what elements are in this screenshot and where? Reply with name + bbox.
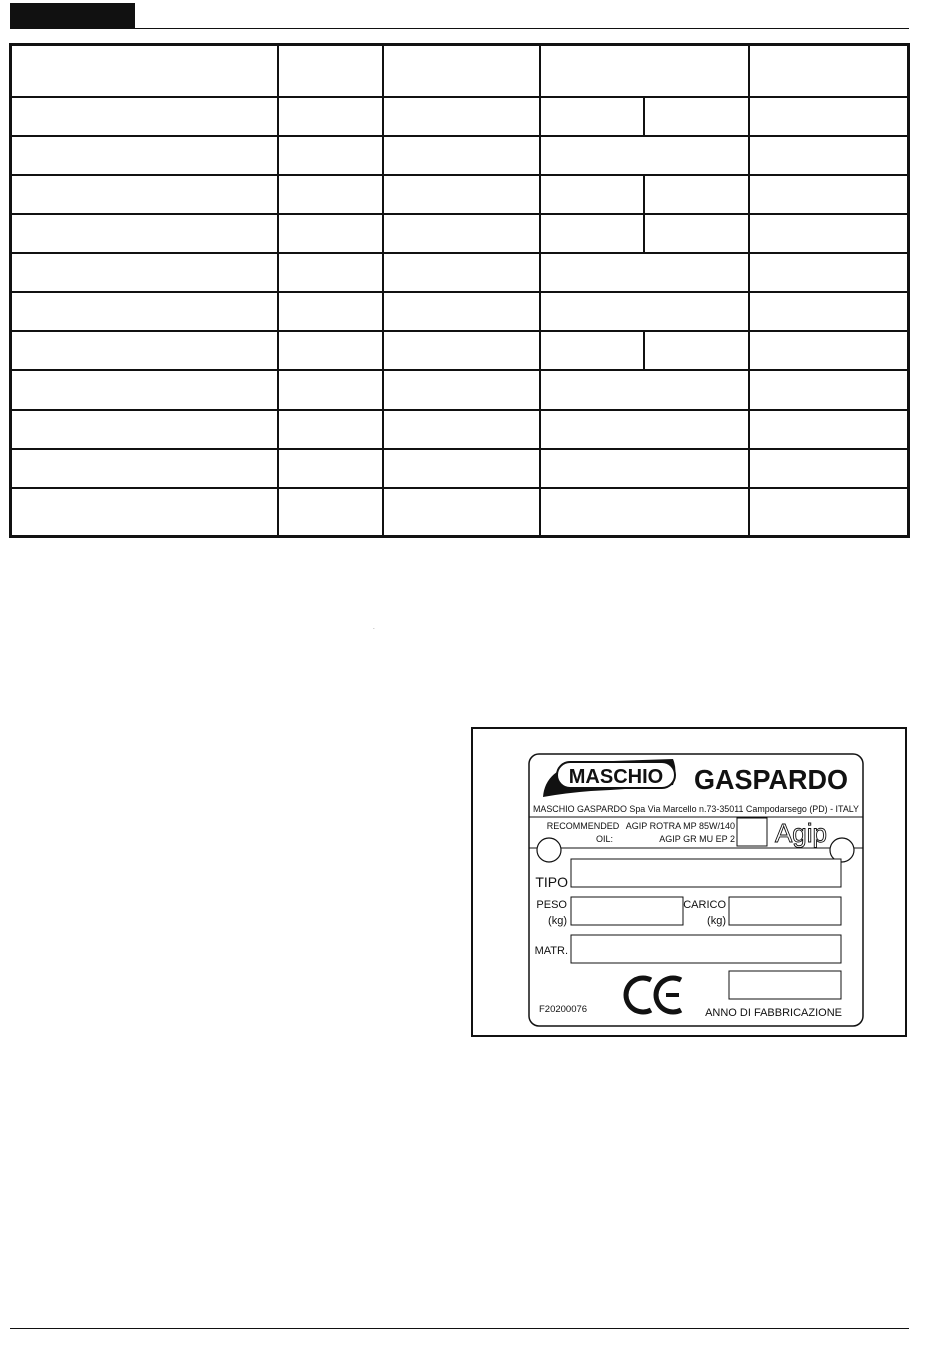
table-row: [11, 97, 909, 136]
table-cell: [749, 370, 909, 409]
table-cell: [749, 331, 909, 370]
brand-right: GASPARDO: [694, 764, 848, 795]
field-anno-label: ANNO DI FABBRICAZIONE: [705, 1007, 842, 1019]
table-cell: [383, 136, 540, 175]
field-carico-label-line1: CARICO: [683, 899, 726, 911]
table-cell: [540, 136, 749, 175]
oil-logo-box: [737, 818, 767, 846]
table-cell: [540, 45, 749, 98]
table-cell: [540, 175, 644, 214]
table-cell: [383, 97, 540, 136]
field-tipo-box: [571, 859, 841, 887]
table-cell: [749, 175, 909, 214]
table-cell: [11, 253, 278, 292]
header-tab-block: [10, 3, 135, 28]
table-cell: [278, 292, 383, 331]
table-cell: [383, 331, 540, 370]
table-row: [11, 410, 909, 449]
manufacturer-address: MASCHIO GASPARDO Spa Via Marcello n.73-35011 Campodarsego (PD) - ITALY: [533, 804, 860, 815]
table-header-row: [11, 45, 909, 98]
table-cell: [749, 45, 909, 98]
table-cell: [540, 292, 749, 331]
table-cell: [278, 45, 383, 98]
mounting-hole-left: [537, 838, 561, 862]
mounting-hole-right: [830, 838, 854, 862]
table-cell: [749, 253, 909, 292]
table-cell: [11, 449, 278, 488]
table-row: [11, 175, 909, 214]
table-cell: [11, 410, 278, 449]
table-cell: [278, 97, 383, 136]
table-cell: [540, 488, 749, 537]
oil-brand-logo: Agip: [774, 818, 828, 848]
table-cell: [278, 136, 383, 175]
table-row: [11, 370, 909, 409]
oil-spec-line2: AGIP GR MU EP 2: [659, 834, 735, 844]
table-cell: [540, 449, 749, 488]
table-cell: [540, 370, 749, 409]
table-row: [11, 449, 909, 488]
table-cell: [383, 214, 540, 253]
table-cell: [11, 97, 278, 136]
table-cell: [278, 370, 383, 409]
table-row: [11, 292, 909, 331]
table-cell: [540, 410, 749, 449]
field-tipo-label: TIPO: [535, 874, 568, 890]
field-peso-label-line1: PESO: [536, 899, 567, 911]
table-cell: [749, 292, 909, 331]
table-cell: [749, 214, 909, 253]
table-cell: [11, 292, 278, 331]
recommended-oil-label-line1: RECOMMENDED: [546, 821, 620, 831]
table-cell: [278, 488, 383, 537]
field-anno-box: [729, 971, 841, 999]
table-cell: [11, 370, 278, 409]
table-cell: [383, 292, 540, 331]
table-row: [11, 488, 909, 537]
identification-plate: [373, 629, 909, 1039]
field-matr-box: [571, 935, 841, 963]
table-row: [11, 253, 909, 292]
table-cell: [383, 45, 540, 98]
table-cell: [644, 331, 749, 370]
table-cell: [540, 331, 644, 370]
table-cell: [383, 175, 540, 214]
field-matr-label: MATR.: [534, 945, 568, 957]
table-cell: [383, 410, 540, 449]
table-row: [11, 331, 909, 370]
field-peso-label-line2: (kg): [548, 915, 567, 927]
table-cell: [383, 449, 540, 488]
table-cell: [383, 253, 540, 292]
oil-spec-line1: AGIP ROTRA MP 85W/140: [625, 821, 735, 831]
table-cell: [644, 214, 749, 253]
identification-plate-figure: [373, 629, 907, 1037]
table-cell: [383, 370, 540, 409]
table-cell: [644, 97, 749, 136]
table-cell: [278, 253, 383, 292]
table-cell: [749, 136, 909, 175]
plate-code: F20200076: [539, 1004, 588, 1015]
brand-left: MASCHIO: [568, 766, 664, 788]
field-carico-box: [729, 897, 841, 925]
table-cell: [278, 214, 383, 253]
recommended-oil-label-line2: OIL:: [595, 834, 613, 844]
table-row: [11, 136, 909, 175]
table-cell: [383, 488, 540, 537]
specifications-table: [9, 43, 910, 538]
table-cell: [278, 449, 383, 488]
table-cell: [540, 214, 644, 253]
table-cell: [11, 45, 278, 98]
table-cell: [11, 331, 278, 370]
ce-mark-label: CE: [373, 629, 375, 630]
table-row: [11, 214, 909, 253]
table-cell: [278, 410, 383, 449]
table-cell: [749, 97, 909, 136]
table-cell: [540, 253, 749, 292]
table-cell: [11, 136, 278, 175]
footer-rule: [10, 1328, 909, 1329]
table-cell: [11, 214, 278, 253]
field-carico-label-line2: (kg): [707, 915, 726, 927]
table-cell: [11, 488, 278, 537]
table-cell: [749, 488, 909, 537]
field-peso-box: [571, 897, 683, 925]
table-cell: [540, 97, 644, 136]
table-cell: [278, 331, 383, 370]
table-cell: [749, 410, 909, 449]
table-cell: [749, 449, 909, 488]
table-cell: [11, 175, 278, 214]
header-rule: [10, 28, 909, 29]
table-cell: [644, 175, 749, 214]
table-cell: [278, 175, 383, 214]
